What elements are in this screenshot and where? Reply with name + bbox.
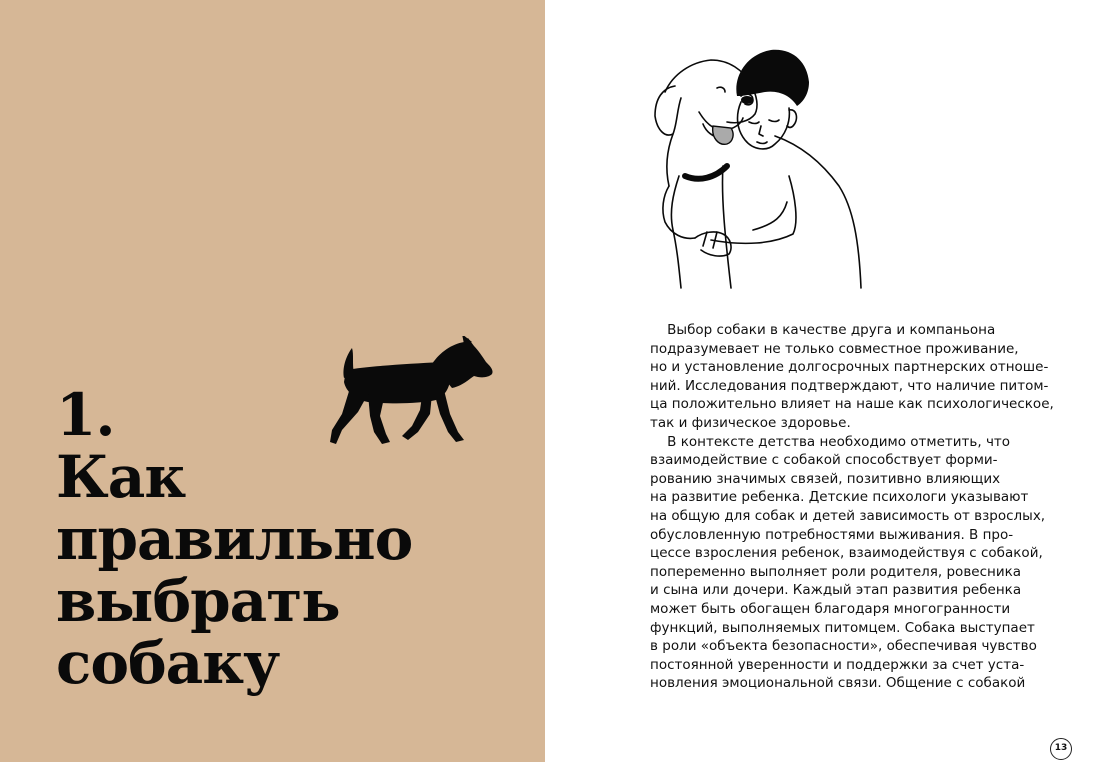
text-line: цессе взросления ребенок, взаимодействуя с собакой,: [650, 545, 1043, 562]
text-line: ца положительно влияет на наше как психологическое,: [650, 396, 1054, 413]
body-text: [650, 321, 1054, 693]
chapter-title-line: выбрать: [56, 567, 340, 635]
chapter-number: 1.: [56, 381, 115, 449]
text-line: подразумевает не только совместное проживание,: [650, 340, 1019, 357]
text-line: так и физическое здоровье.: [650, 414, 851, 431]
dog-silhouette-icon: [328, 336, 496, 448]
text-line: ний. Исследования подтверждают, что наличие питом-: [650, 377, 1049, 394]
boy-hugging-dog-illustration: [603, 26, 883, 291]
chapter-title-line: правильно: [56, 505, 413, 573]
chapter-title-line: собаку: [56, 629, 280, 697]
text-line: постоянной уверенности и поддержки за счет уста-: [650, 656, 1025, 673]
text-line: на общую для собак и детей зависимость от взрослых,: [650, 507, 1046, 524]
text-line: Выбор собаки в качестве друга и компаньона: [650, 322, 996, 338]
text-line: взаимодействие с собакой способствует форми-: [650, 452, 998, 469]
text-line: функций, выполняемых питомцем. Собака выступает: [650, 619, 1035, 636]
text-line: и сына или дочери. Каждый этап развития ребенка: [650, 582, 1022, 599]
left-page: [0, 0, 545, 762]
text-line: на развитие ребенка. Детские психологи указывают: [650, 489, 1029, 506]
text-line: может быть обогащен благодаря многогранности: [650, 600, 1011, 617]
chapter-title-line: Как: [56, 443, 186, 511]
text-line: новления эмоциональной связи. Общение с собакой: [650, 675, 1026, 692]
text-line: В контексте детства необходимо отметить, что: [650, 433, 1011, 450]
text-line: рованию значимых связей, позитивно влияющих: [650, 470, 1001, 487]
text-line: в роли «объекта безопасности», обеспечивая чувство: [650, 638, 1037, 655]
right-page: [545, 0, 1095, 762]
page-number: 13: [1050, 738, 1072, 760]
text-line: обусловленную потребностями выживания. В про-: [650, 526, 1014, 543]
text-line: попеременно выполняет роли родителя, ровесника: [650, 563, 1022, 580]
text-line: но и установление долгосрочных партнерских отноше-: [650, 359, 1049, 376]
